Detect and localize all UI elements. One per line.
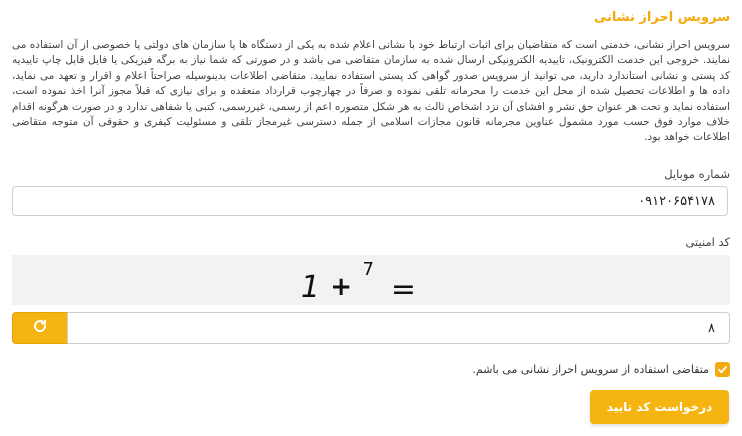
request-code-button[interactable]: درخواست کد تایید: [590, 390, 729, 424]
refresh-icon: [32, 318, 48, 338]
phone-input[interactable]: [12, 186, 728, 216]
captcha-svg: [12, 255, 730, 305]
captcha-input[interactable]: [67, 312, 730, 344]
captcha-label: کد امنیتی: [685, 235, 730, 249]
captcha-image: [12, 255, 730, 305]
captcha-operator: +: [330, 272, 352, 302]
captcha-input-row: [12, 312, 730, 344]
captcha-equals: =: [390, 272, 416, 305]
captcha-digit-1: 1: [300, 270, 320, 305]
captcha-digit-2: 7: [362, 259, 374, 280]
phone-label: شماره موبایل: [664, 167, 730, 181]
check-icon: [717, 360, 728, 379]
agree-row: [472, 360, 730, 378]
refresh-captcha-button[interactable]: [12, 312, 68, 344]
page-title: سرویس احراز نشانی: [593, 10, 730, 25]
agree-label: متقاضی استفاده از سرویس احراز نشانی می باشم.: [472, 362, 709, 376]
agree-checkbox[interactable]: [715, 362, 730, 377]
service-description: سرویس احراز نشانی، خدمتی است که متقاضیان برای اثبات ارتباط خود با نشانی اعلام شده به یکی از دستگاه ها یا سازمان های دولتی یا خصوصی از آن استفاده می نمایند. خروجی این خدمت الکترونیک، تاییدیه الکترونیکی ارسال شده به سازمان متقاضی می باشد و در صورتی که شما نیاز به برگه فیزیکی یا فایل قابل چاپ تاییدیه کد پستی و نشانی استاندارد دارید، می توانید از سرویس صدور گواهی کد پستی استفاده نمایید. متقاضی اطلاعات بدینوسیله صراحتاً اعلام و اقرار و تعهد می نماید، داده ها و اطلاعات تحصیل شده از محل این خدمت را محرمانه تلقی نموده و صرفاً در چهارچوب قرارداد منعقده و برای نیازی که قبلاً مجوز آنرا اخذ نموده است، استفاده نماید و تحت هر عنوان حق نشر و افشای آن نزد اشخاص ثالث به هر شکل متصوره اعم از رسمی، غیررسمی، کتبی یا شفاهی ندارد و در صورت هرگونه اقدام خلاف موارد فوق حسب مورد مشمول عناوین مجرمانه قانون مجازات اسلامی از جمله دسترسی غیرمجاز تلقی و مسئولیت کیفری و حقوقی آن متوجه متقاضی اطلاعات خواهد بود.: [12, 39, 730, 144]
